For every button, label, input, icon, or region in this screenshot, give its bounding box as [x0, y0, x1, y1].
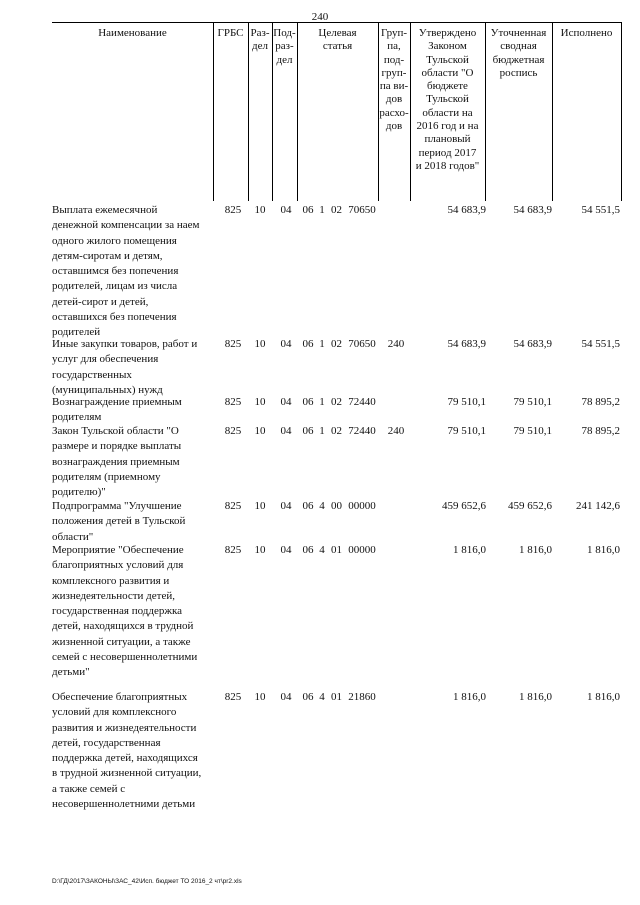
row-grbs: 825: [224, 544, 242, 556]
row-ispolneno: 241 142,6: [576, 500, 620, 512]
row-utverzhdeno: 54 683,9: [447, 338, 486, 350]
row-razdel: 10: [254, 500, 266, 512]
row-cs-subprogram: 4: [319, 544, 325, 556]
row-grbs: 825: [224, 425, 242, 437]
row-utochnennaya: 79 510,1: [513, 425, 552, 437]
row-podrazdel: 04: [280, 425, 292, 437]
row-utverzhdeno: 79 510,1: [447, 425, 486, 437]
row-ispolneno: 54 551,5: [581, 204, 620, 216]
row-cs-code: 00000: [348, 544, 376, 556]
row-cs-program: 06: [302, 204, 314, 216]
row-cs-event: 02: [331, 396, 342, 408]
row-cs-code: 72440: [348, 425, 376, 437]
row-name: Иные закупки товаров, работ и услуг для обеспечения государственных (муниципальных) нужд: [52, 338, 198, 396]
row-name: Выплата ежемесячной денежной компенсации за наем одного жилого помещения детям-сиротам и детям, оставшимся без попечения родителей, лицам из числа детей-сирот и детей, оставшихся без попечения родителей: [52, 204, 200, 339]
header-utochnennaya: Уточненная сводная бюджетная роспись: [490, 27, 547, 79]
row-utverzhdeno: 1 816,0: [453, 691, 486, 703]
row-utochnennaya: 54 683,9: [513, 204, 552, 216]
row-podrazdel: 04: [280, 396, 292, 408]
row-cs-subprogram: 1: [319, 204, 325, 216]
page-number: 240: [311, 11, 329, 23]
row-cs-program: 06: [302, 425, 314, 437]
row-cs-code: 00000: [348, 500, 376, 512]
row-cs-code: 70650: [348, 204, 376, 216]
row-podrazdel: 04: [280, 544, 292, 556]
header-name: Наименование: [98, 27, 167, 39]
file-path-footer: D:\ГД\2017\ЗАКОНЫ\ЗАС_42\Исп. бюджет ТО 2016_2 чт\pr2.xls: [52, 878, 242, 885]
row-utochnennaya: 79 510,1: [513, 396, 552, 408]
row-utochnennaya: 459 652,6: [508, 500, 552, 512]
row-cs-subprogram: 1: [319, 338, 325, 350]
row-cs-event: 01: [331, 544, 342, 556]
row-cs-subprogram: 1: [319, 396, 325, 408]
row-razdel: 10: [254, 396, 266, 408]
row-cs-code: 21860: [348, 691, 376, 703]
row-cs-subprogram: 1: [319, 425, 325, 437]
row-gruppa: 240: [387, 425, 405, 437]
header-celevaya-statya: Целевая статья: [318, 27, 357, 53]
row-ispolneno: 78 895,2: [581, 425, 620, 437]
row-razdel: 10: [254, 544, 266, 556]
row-razdel: 10: [254, 338, 266, 350]
row-cs-subprogram: 4: [319, 500, 325, 512]
row-ispolneno: 54 551,5: [581, 338, 620, 350]
header-ispolneno: Исполнено: [560, 27, 613, 39]
row-ispolneno: 1 816,0: [587, 691, 620, 703]
row-cs-event: 02: [331, 338, 342, 350]
row-grbs: 825: [224, 204, 242, 216]
row-cs-event: 00: [331, 500, 342, 512]
row-grbs: 825: [224, 500, 242, 512]
row-razdel: 10: [254, 425, 266, 437]
row-name: Подпрограмма "Улучшение положения детей в Тульской области": [52, 500, 186, 543]
header-utverzhdeno: Утверждено Законом Тульской области "О бюджете Тульской области на 2016 год и на плановый период 2017 и 2018 годов": [415, 27, 480, 172]
row-grbs: 825: [224, 691, 242, 703]
row-name: Мероприятие "Обеспечение благоприятных условий для комплексного развития и жизнедеятельности детей, государственная поддержка детей, находящихся в трудной жизненной ситуации, а также семей с несовершеннолетними детьми": [52, 544, 198, 679]
row-cs-program: 06: [302, 338, 314, 350]
row-grbs: 825: [224, 396, 242, 408]
row-podrazdel: 04: [280, 691, 292, 703]
row-cs-program: 06: [302, 500, 314, 512]
row-utochnennaya: 1 816,0: [519, 544, 552, 556]
row-utverzhdeno: 54 683,9: [447, 204, 486, 216]
row-cs-program: 06: [302, 691, 314, 703]
row-cs-program: 06: [302, 396, 314, 408]
header-grbs: ГРБС: [217, 27, 244, 39]
row-cs-subprogram: 4: [319, 691, 325, 703]
row-podrazdel: 04: [280, 204, 292, 216]
row-cs-code: 72440: [348, 396, 376, 408]
row-ispolneno: 1 816,0: [587, 544, 620, 556]
row-utochnennaya: 1 816,0: [519, 691, 552, 703]
row-cs-event: 02: [331, 204, 342, 216]
row-utverzhdeno: 79 510,1: [447, 396, 486, 408]
row-utochnennaya: 54 683,9: [513, 338, 552, 350]
header-razdel: Раз- дел: [250, 27, 270, 53]
row-cs-event: 01: [331, 691, 342, 703]
row-cs-program: 06: [302, 544, 314, 556]
row-utverzhdeno: 459 652,6: [442, 500, 486, 512]
header-gruppa: Груп- па, под- груп- па ви- дов расхо- дов: [379, 27, 409, 133]
header-podrazdel: Под- раз- дел: [273, 27, 296, 66]
row-name: Вознаграждение приемным родителям: [52, 396, 182, 424]
row-utverzhdeno: 1 816,0: [453, 544, 486, 556]
row-name: Обеспечение благоприятных условий для комплексного развития и жизнедеятельности детей, государственная поддержка детей, находящихся в трудной жизненной ситуации, а также семей с несовершеннолетними детьми: [52, 691, 202, 811]
row-gruppa: 240: [387, 338, 405, 350]
row-podrazdel: 04: [280, 500, 292, 512]
row-podrazdel: 04: [280, 338, 292, 350]
row-ispolneno: 78 895,2: [581, 396, 620, 408]
row-cs-event: 02: [331, 425, 342, 437]
row-cs-code: 70650: [348, 338, 376, 350]
row-razdel: 10: [254, 204, 266, 216]
row-razdel: 10: [254, 691, 266, 703]
row-name: Закон Тульской области "О размере и порядке выплаты вознаграждения приемным родителям (приемному родителю)": [52, 425, 182, 499]
row-grbs: 825: [224, 338, 242, 350]
